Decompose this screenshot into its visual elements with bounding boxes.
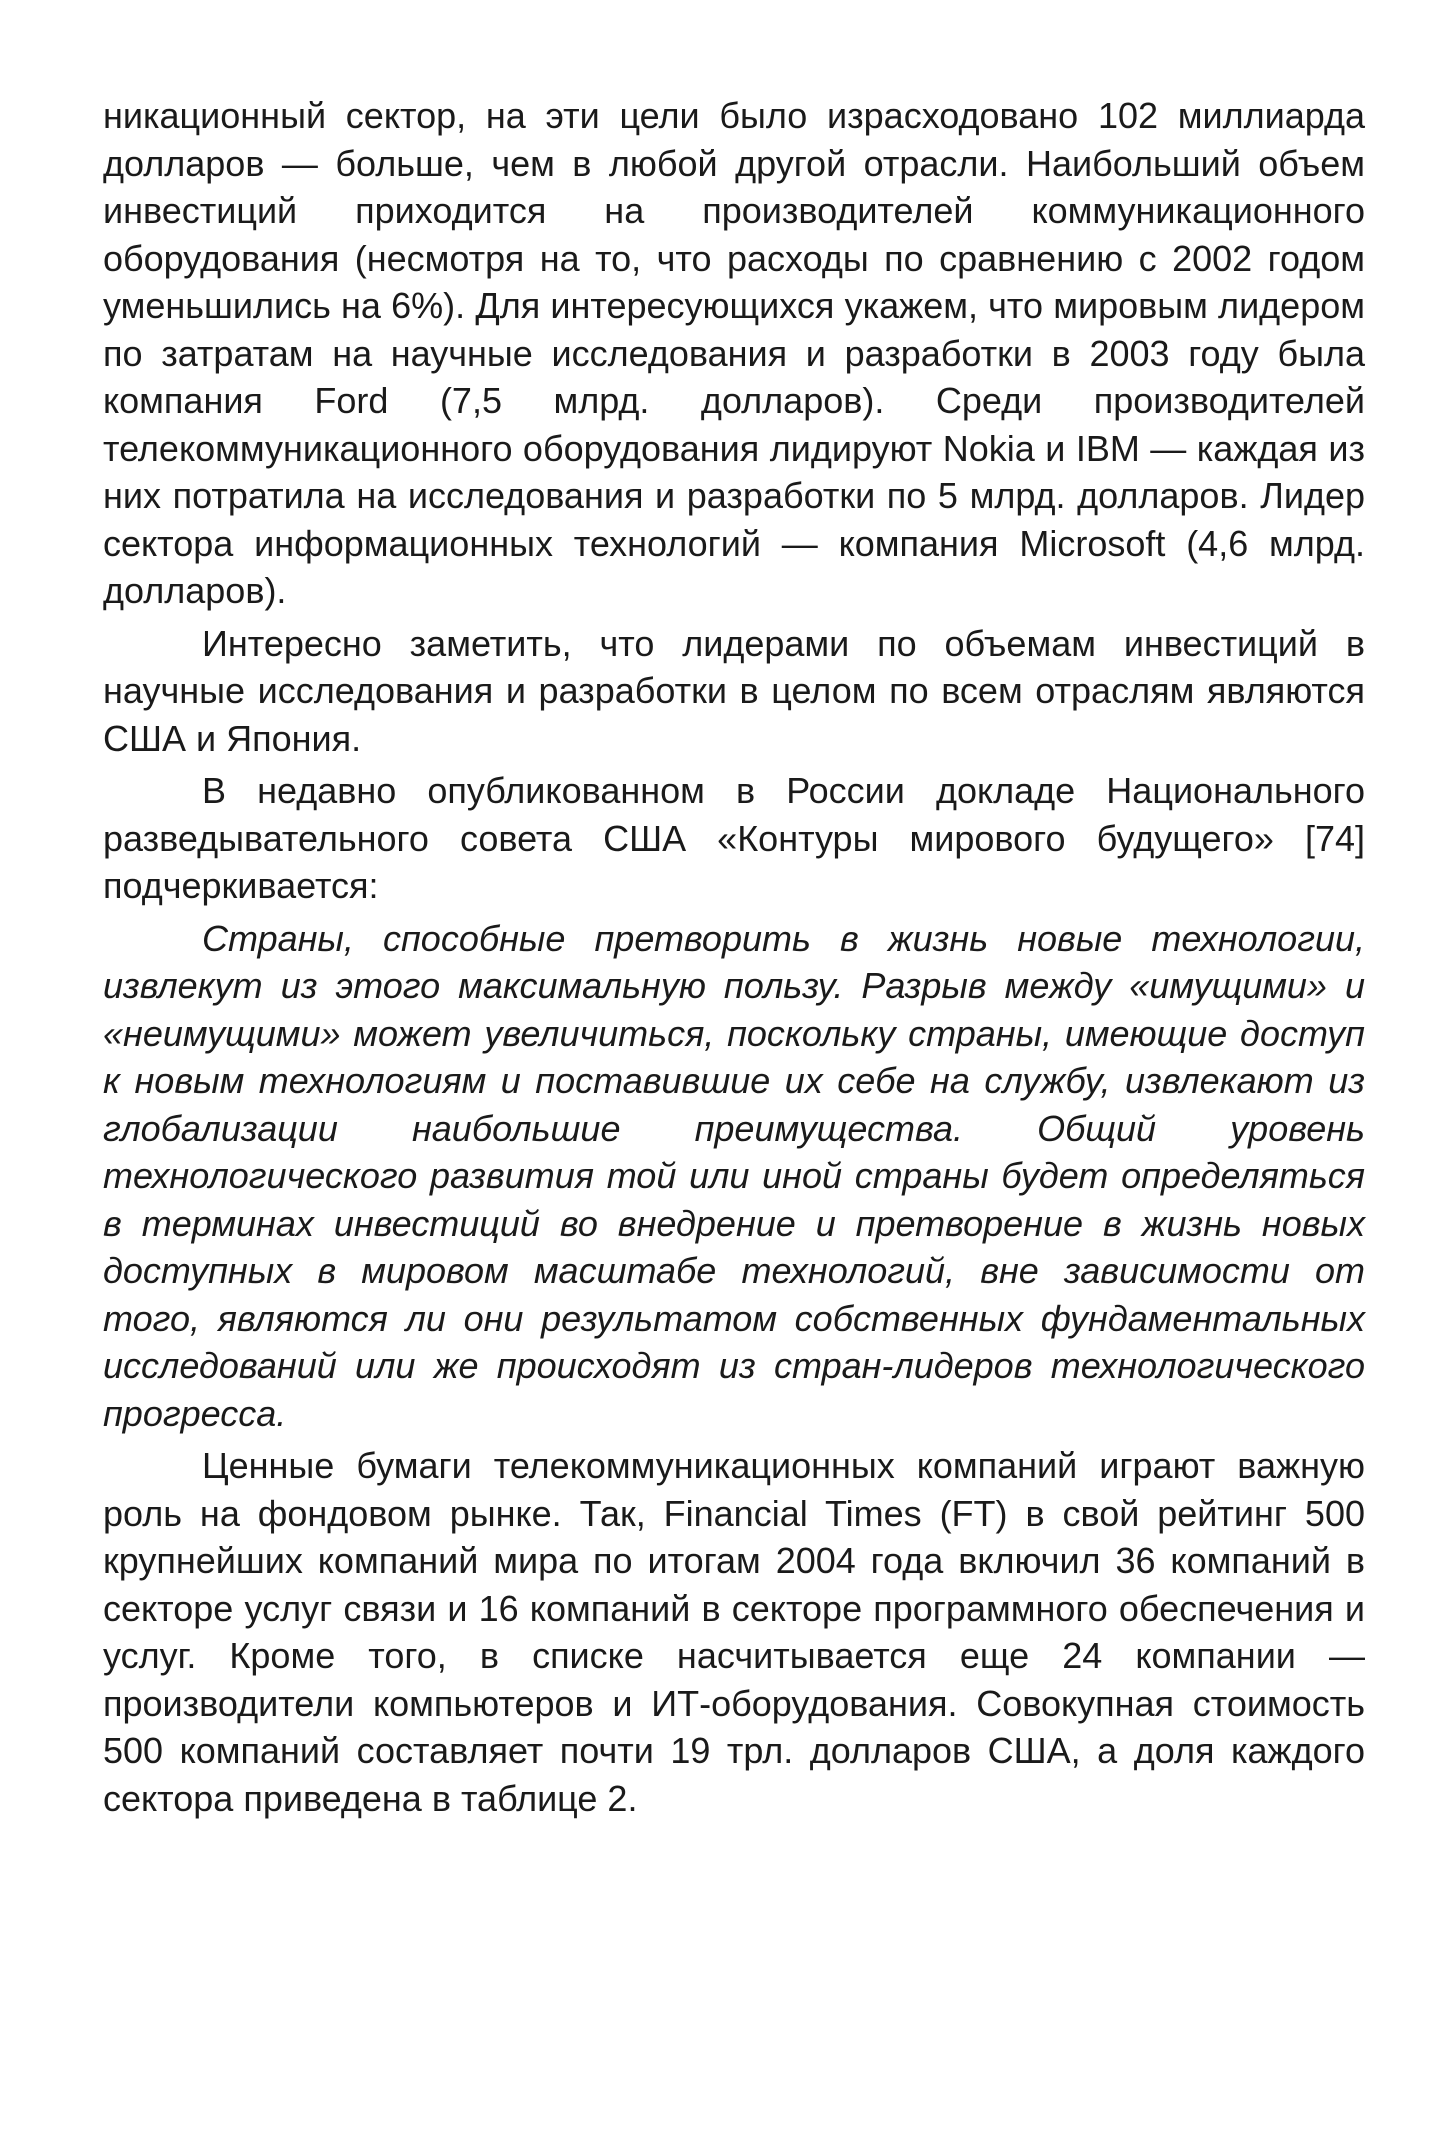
paragraph-ft-rating: Ценные бумаги телекоммуникационных компаний играют важную роль на фондовом рынке. Так, Financial Times (FT) в свой рейтинг 500 крупнейших компаний мира по итогам 2004 года включил 36 компаний в секторе услуг связи и 16 компаний в секторе программного обеспечения и услуг. Кроме того, в списке насчитывается еще 24 компании — производители компьютеров и ИТ-оборудования. Совокупная стоимость 500 компаний составляет почти 19 трл. долларов США, а доля каждого сектора приведена в таблице 2. xyxy=(103,1445,1365,1819)
document-page xyxy=(103,92,1365,1827)
quote-block: Страны, способные претворить в жизнь новые технологии, извлекут из этого максимальную пользу. Разрыв между «имущими» и «неимущими» может увеличиться, поскольку страны, имеющие доступ к новым технологиям и поставившие их себе на службу, извлекают из глобализации наибольшие преимущества. Общий уровень технологического развития той или иной страны будет определяться в терминах инвестиций во внедрение и претворение в жизнь новых доступных в мировом масштабе технологий, вне зависимости от того, являются ли они результатом собственных фундаментальных исследований или же происходят из стран-лидеров технологического прогресса. xyxy=(103,917,1365,1434)
paragraph-rd-investment: никационный сектор, на эти цели было израсходовано 102 миллиарда долларов — больше, чем в любой другой отрасли. Наибольший объем инвестиций приходится на производителей коммуникационного оборудования (несмотря на то, что расходы по сравнению с 2002 годом уменьшились на 6%). Для интересующихся укажем, что мировым лидером по затратам на научные исследования и разработки в 2003 году была компания Ford (7,5 млрд. долларов). Среди производителей телекоммуникационного оборудования лидируют Nokia и IBM — каждая из них потратила на исследования и разработки по 5 млрд. долларов. Лидер сектора информационных технологий — компания Microsoft (4,6 млрд. долларов). xyxy=(103,95,1365,611)
paragraph-nic-report: В недавно опубликованном в России докладе Национального разведывательного совета США «Контуры мирового будущего» [74] подчеркивается: xyxy=(103,770,1365,906)
paragraph-leaders-usa-japan: Интересно заметить, что лидерами по объемам инвестиций в научные исследования и разработки в целом по всем отраслям являются США и Япония. xyxy=(103,622,1365,759)
